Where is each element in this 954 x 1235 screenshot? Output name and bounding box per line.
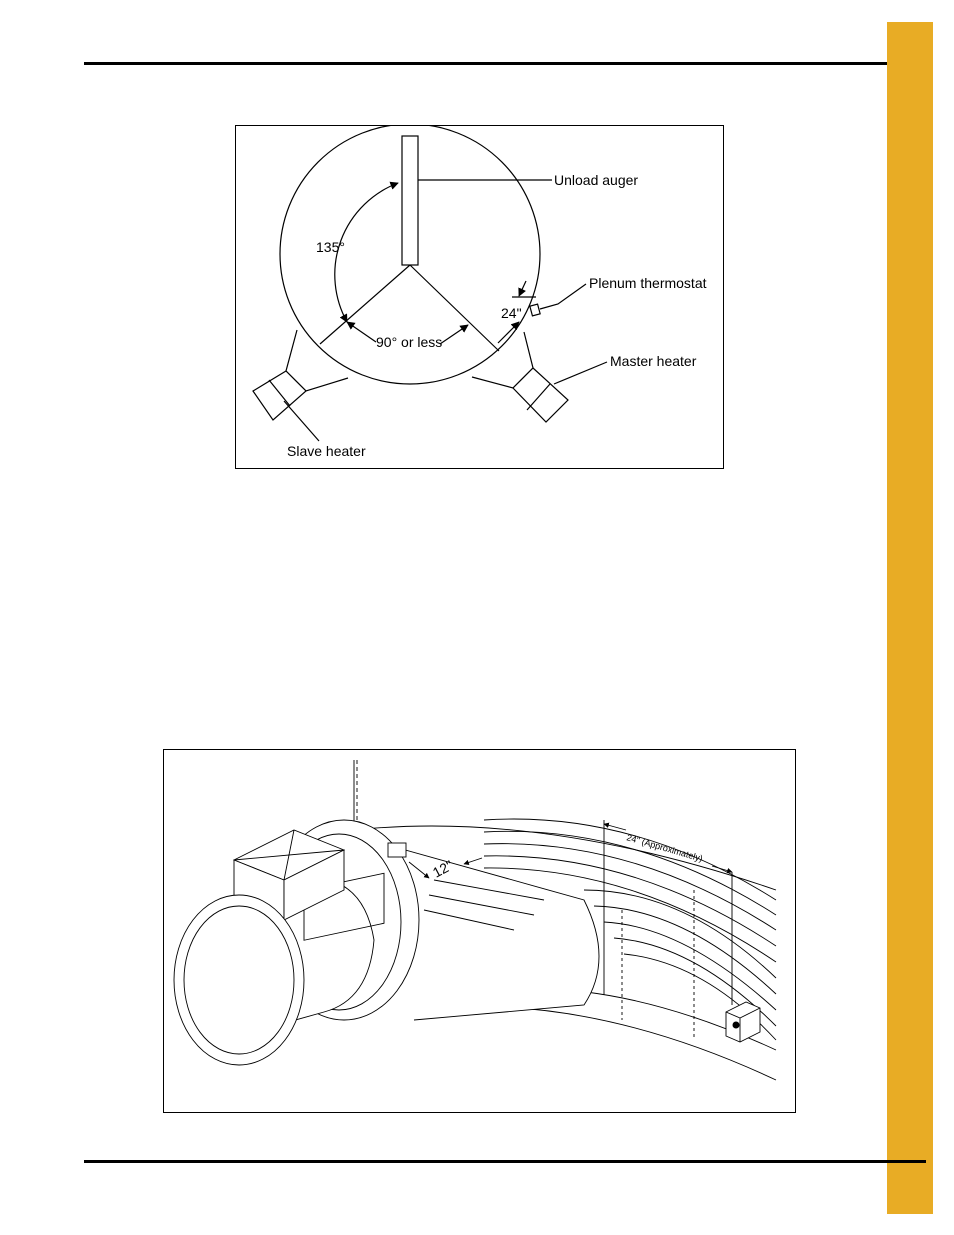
footer-rule [84,1160,926,1163]
heater-perspective-svg [164,750,795,1112]
header-rule [84,62,926,65]
label-master-heater: Master heater [610,353,697,369]
section-tab [887,22,933,1214]
transition-thermostat [388,843,406,857]
wall-plenum-thermostat [726,1002,760,1042]
label-distance-12: 12" [429,856,456,881]
heater-inlet [174,895,304,1065]
label-angle-90: 90° or less [376,334,443,350]
label-distance-24: 24" [501,305,522,321]
heater-perspective-illustration [163,749,796,1113]
heater-placement-svg [236,126,723,468]
label-unload-auger: Unload auger [554,172,639,188]
label-plenum-thermostat: Plenum thermostat [589,275,707,291]
unload-auger-shape [402,136,418,265]
label-slave-heater: Slave heater [287,443,366,459]
heater-placement-diagram [235,125,724,469]
plenum-thermostat-shape [530,304,540,316]
label-distance-24-approx: 24" (Approximately) [625,832,704,864]
label-angle-135: 135° [316,239,345,255]
